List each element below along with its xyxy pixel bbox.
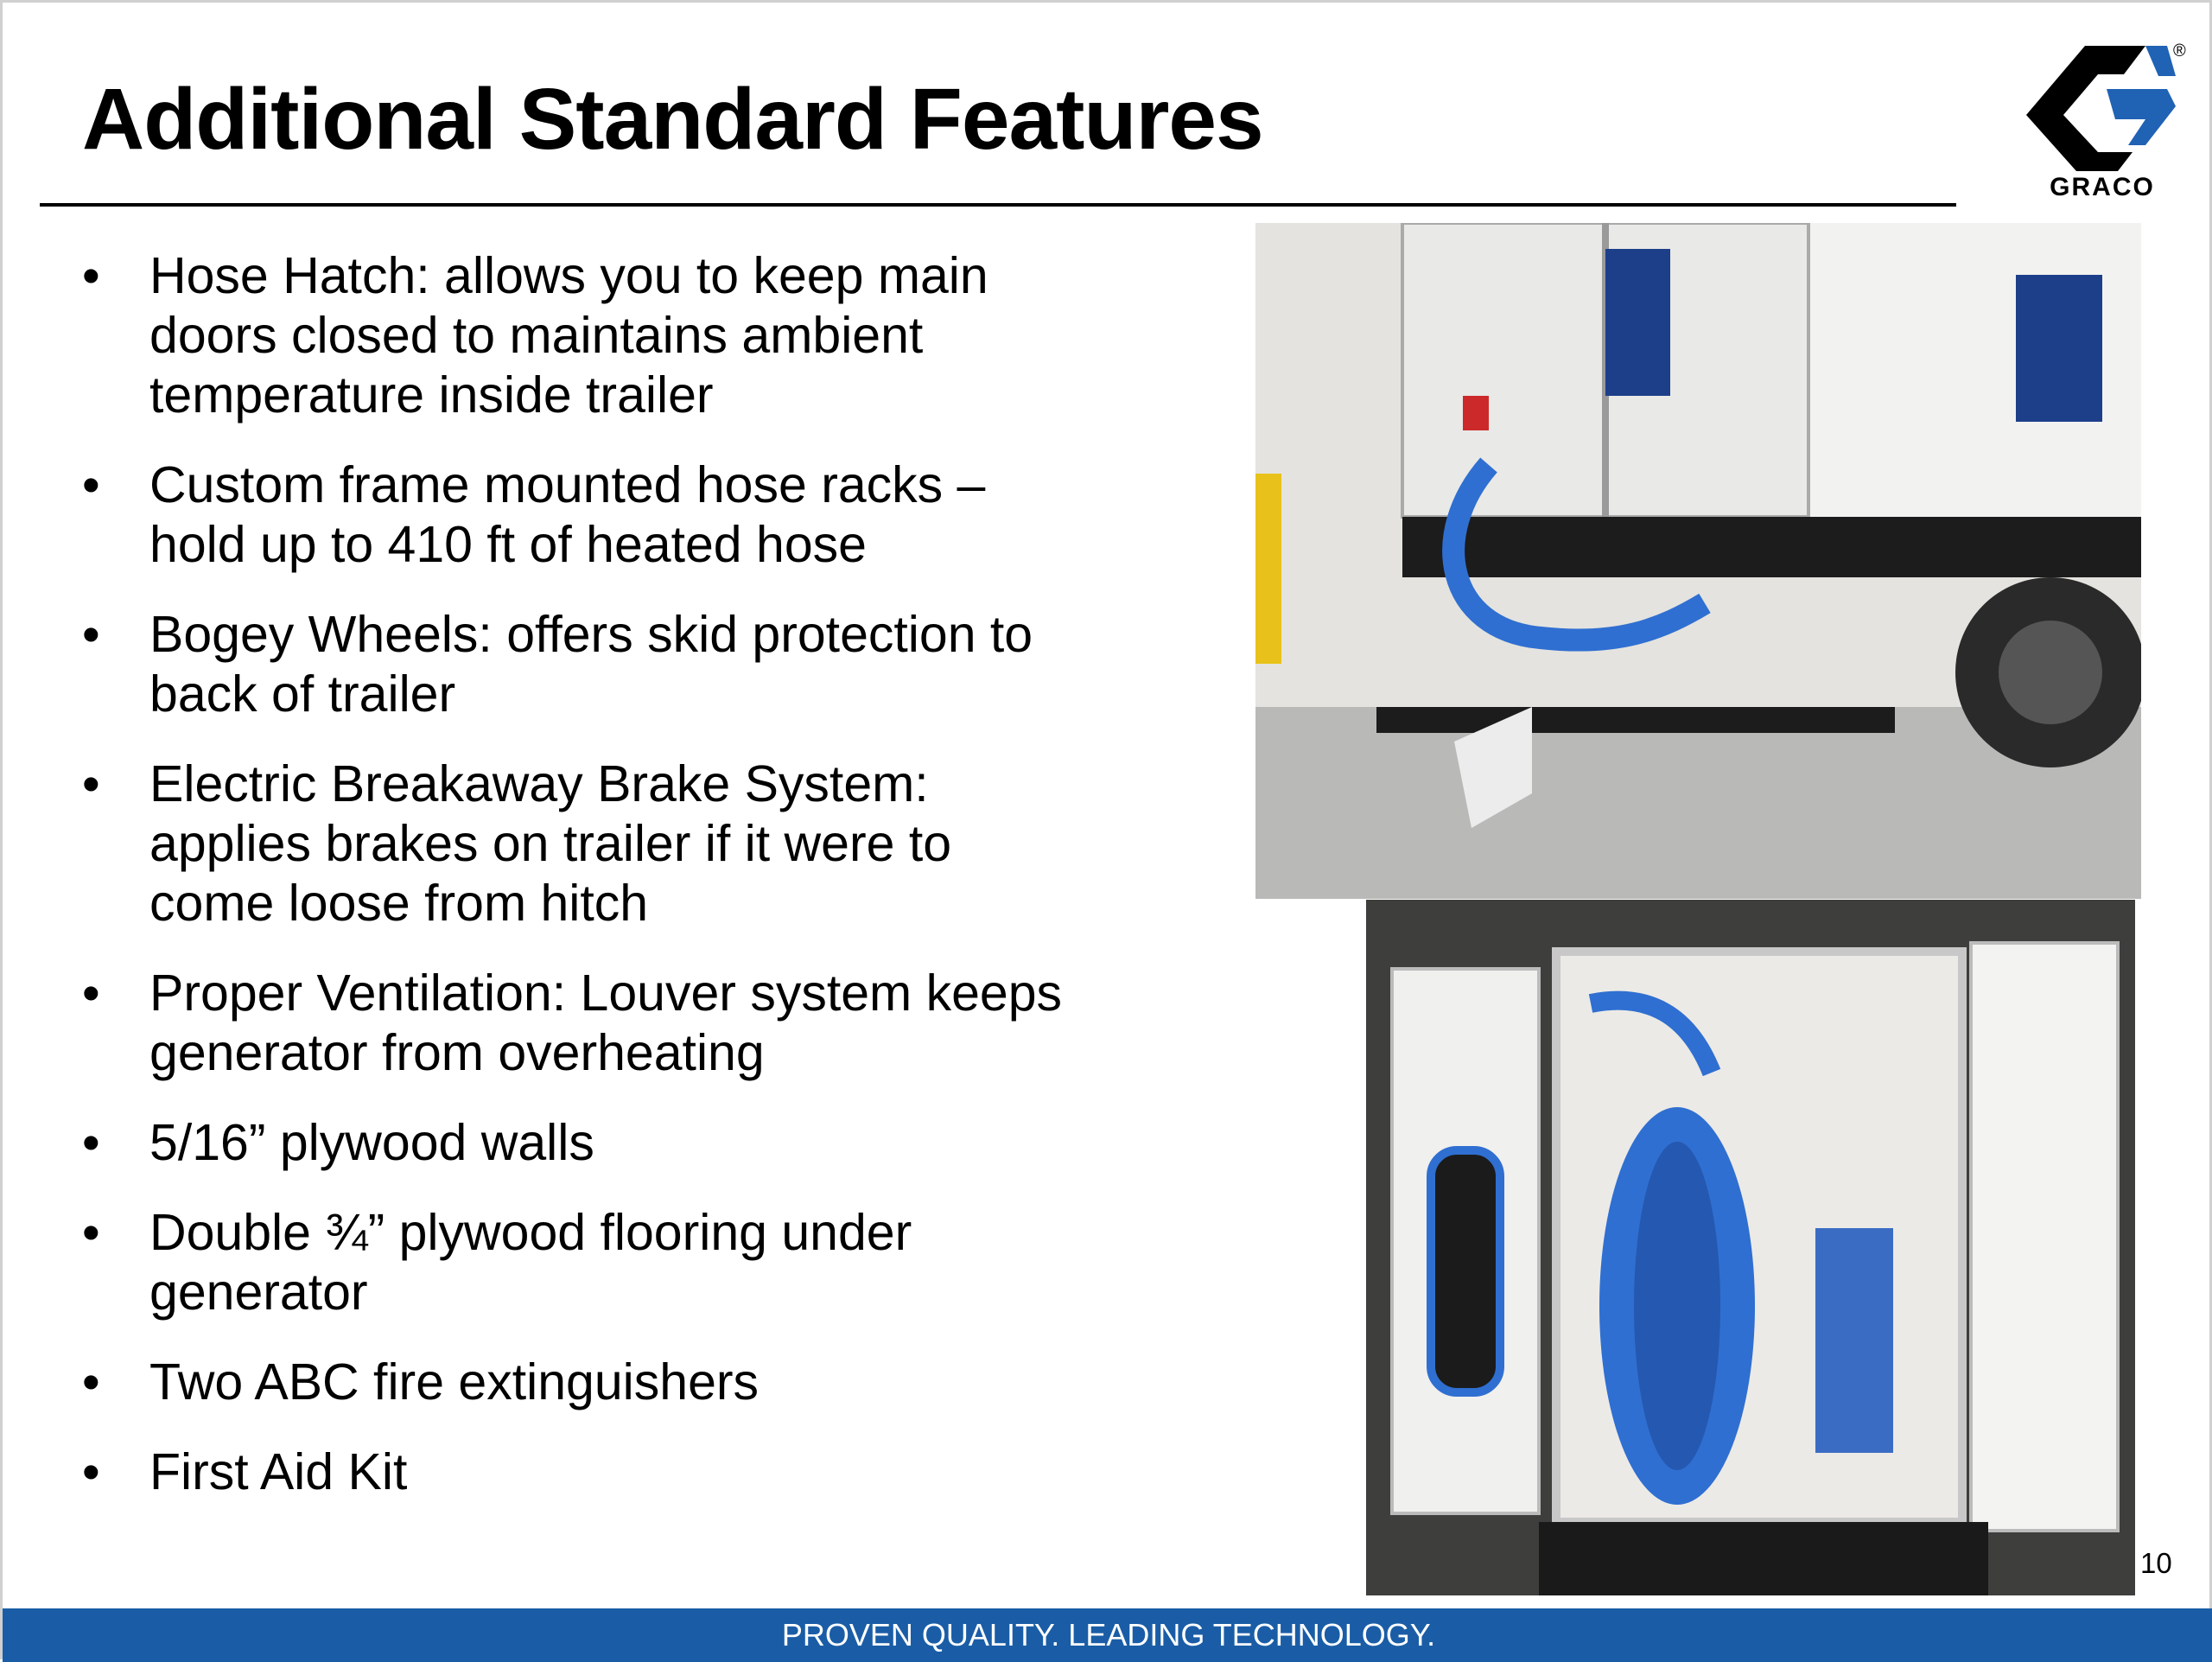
- feature-list: [72, 246, 1195, 1532]
- list-item-text: Proper Ventilation: Louver system keeps generator from overheating: [149, 965, 1063, 1081]
- bullet-icon: •: [82, 1114, 100, 1171]
- list-item: [72, 605, 1195, 724]
- list-item: [72, 964, 1195, 1083]
- bullet-icon: •: [82, 755, 100, 812]
- graco-logo: [2016, 41, 2189, 206]
- list-item-text: Hose Hatch: allows you to keep main doors closed to maintains ambient temperature inside trailer: [149, 247, 988, 423]
- list-item: [72, 246, 1195, 425]
- list-item: [72, 455, 1195, 575]
- trailer-rear-hose-hatch-photo: [1255, 223, 2141, 899]
- registered-mark: ®: [2173, 41, 2186, 60]
- bullet-icon: •: [82, 1204, 100, 1261]
- bullet-icon: •: [82, 606, 100, 663]
- bullet-icon: •: [82, 1353, 100, 1410]
- bullet-icon: •: [82, 1443, 100, 1500]
- title-divider: [40, 203, 1956, 207]
- page-number: 10: [2140, 1547, 2172, 1579]
- list-item: [72, 1113, 1195, 1173]
- list-item-text: Electric Breakaway Brake System: applies brakes on trailer if it were to come loose from hitch: [149, 755, 952, 932]
- bullet-icon: •: [82, 247, 100, 304]
- list-item-text: Double ¾” plywood flooring under generator: [149, 1204, 912, 1321]
- bullet-icon: •: [82, 456, 100, 513]
- footer-banner: PROVEN QUALITY. LEADING TECHNOLOGY.: [3, 1608, 2212, 1662]
- list-item-text: Custom frame mounted hose racks – hold up to 410 ft of heated hose: [149, 456, 986, 573]
- graco-g-icon: [2016, 41, 2189, 171]
- list-item: [72, 1442, 1195, 1502]
- list-item-text: First Aid Kit: [149, 1443, 408, 1500]
- list-item-text: Bogey Wheels: offers skid protection to back of trailer: [149, 606, 1033, 723]
- trailer-interior-hose-rack-photo: [1366, 900, 2135, 1595]
- slide-title: Additional Standard Features: [82, 71, 1263, 168]
- list-item: [72, 1203, 1195, 1322]
- bullet-icon: •: [82, 965, 100, 1022]
- list-item: [72, 1353, 1195, 1412]
- logo-wordmark: GRACO: [2050, 173, 2155, 201]
- list-item-text: Two ABC fire extinguishers: [149, 1353, 760, 1410]
- list-item-text: 5/16” plywood walls: [149, 1114, 594, 1171]
- list-item: [72, 755, 1195, 933]
